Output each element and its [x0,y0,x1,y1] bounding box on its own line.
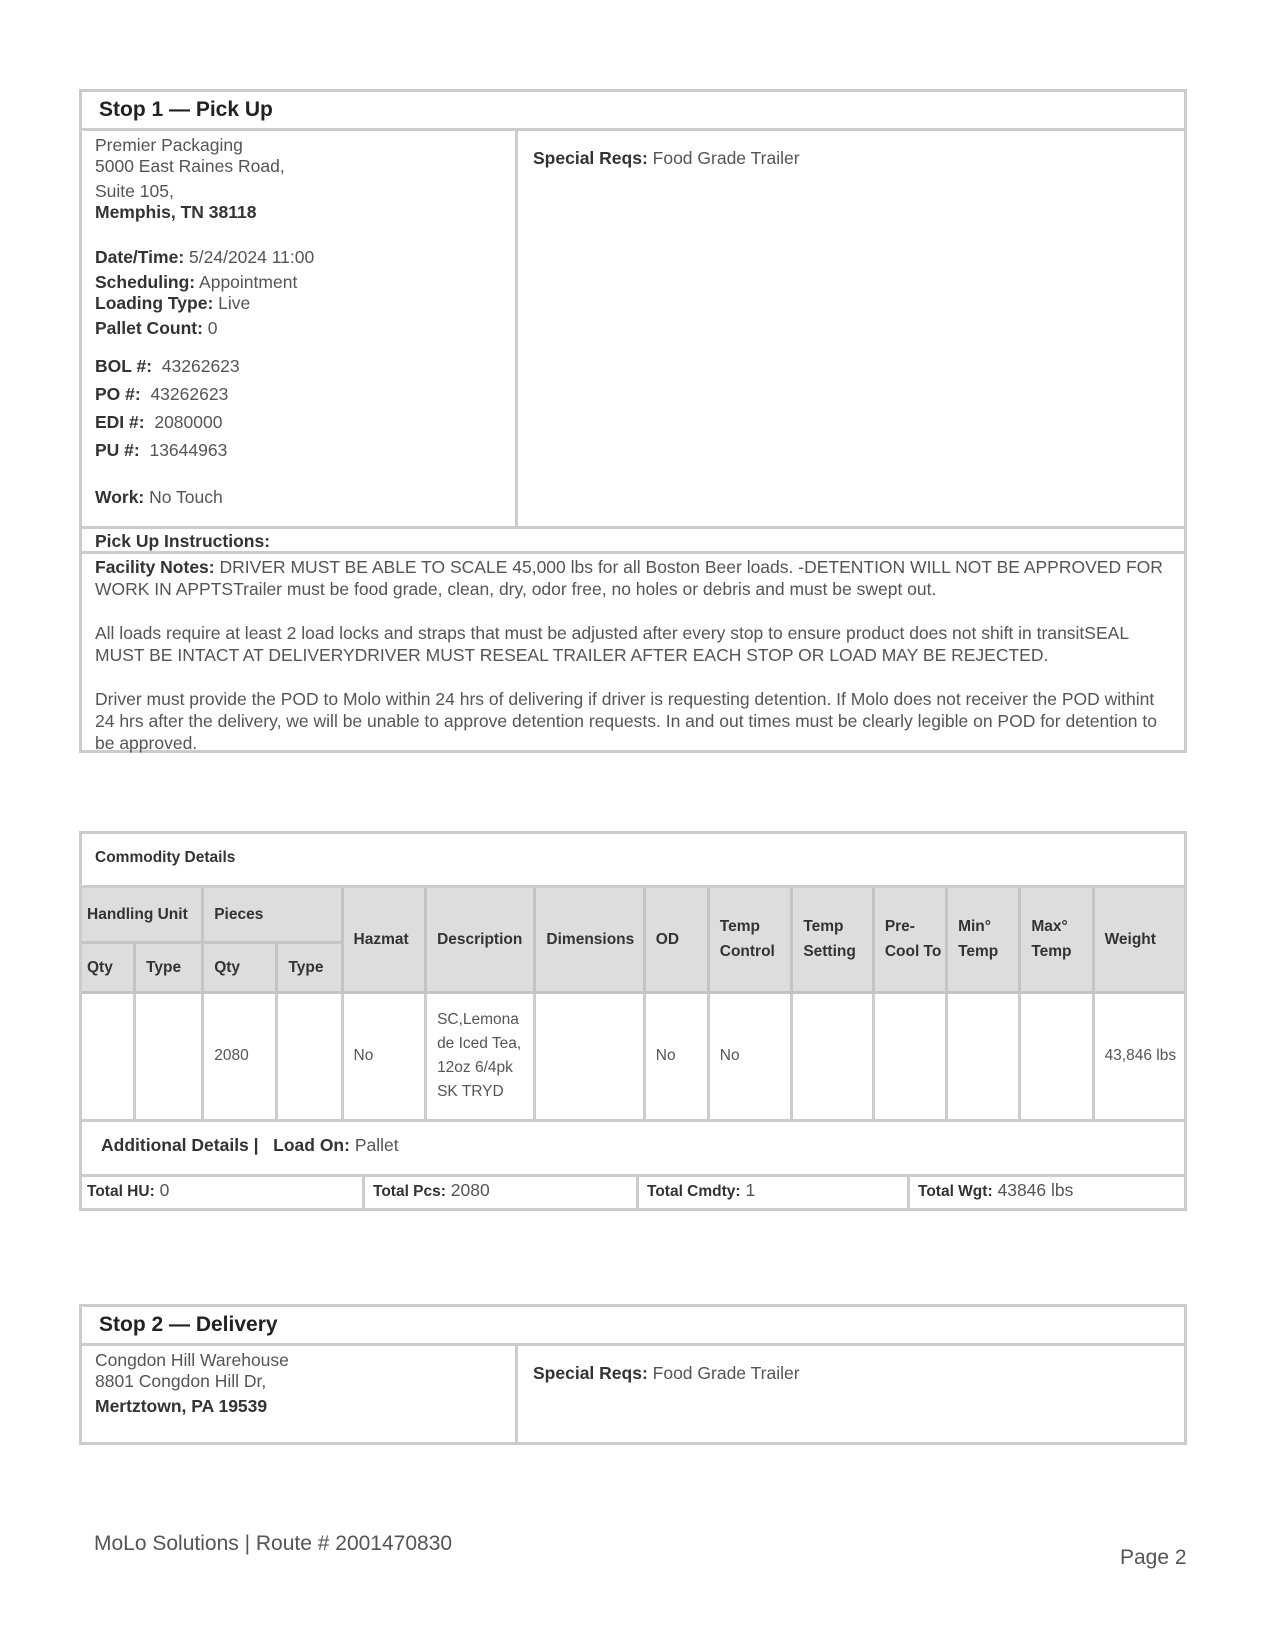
stop-1-city: Memphis, TN 38118 [95,202,257,222]
stop-1-edi: EDI #: 2080000 [95,412,223,432]
cell-hazmat: No [342,992,426,1120]
stop-2-address-1: 8801 Congdon Hill Dr, [95,1371,267,1391]
stop-1-bol: BOL #: 43262623 [95,356,240,376]
total-hu: Total HU: 0 [87,1179,170,1200]
header-handling-unit: Handling Unit [82,888,203,942]
header-precool: Pre-Cool To [873,888,946,992]
header-temp-setting: Temp Setting [792,888,874,992]
stop-2-details [82,1346,1184,1445]
commodity-totals [82,1177,1184,1209]
footer-page-number: Page 2 [1120,1546,1187,1569]
cell-hu-qty [82,992,135,1120]
stop-1-company: Premier Packaging [95,135,243,155]
header-hazmat: Hazmat [342,888,426,992]
commodity-details-title: Commodity Details [82,834,1184,888]
total-wgt: Total Wgt: 43846 lbs [918,1179,1074,1200]
pickup-instructions-heading: Pick Up Instructions: [82,529,1184,554]
cell-temp-setting [792,992,874,1120]
stop-1-pallet-count: Pallet Count: 0 [95,318,218,338]
stop-2-city: Mertztown, PA 19539 [95,1396,268,1416]
commodity-details-section [79,831,1187,1211]
stop-1-scheduling: Scheduling: Appointment [95,272,298,292]
stop-1-title: Stop 1 — Pick Up [82,92,1184,131]
cell-hu-type [135,992,203,1120]
header-weight: Weight [1093,888,1184,992]
cell-max-temp [1020,992,1093,1120]
header-dimensions: Dimensions [535,888,644,992]
header-pieces-type: Type [277,942,342,992]
stop-1-po: PO #: 43262623 [95,384,229,404]
facility-notes [82,554,1184,754]
header-description: Description [426,888,535,992]
stop-1-address-2: Suite 105, [95,181,174,201]
stop-1-left-column [82,131,518,526]
cell-dimensions [535,992,644,1120]
header-pieces: Pieces [203,888,342,942]
totals-divider [907,1177,910,1209]
cell-pieces-qty: 2080 [203,992,277,1120]
totals-divider [636,1177,639,1209]
stop-1-pu: PU #: 13644963 [95,440,228,460]
stop-2-company: Congdon Hill Warehouse [95,1350,289,1370]
facility-note-1: Facility Notes: DRIVER MUST BE ABLE TO SCALE 45,000 lbs for all Boston Beer loads. -DETENTION WILL NOT BE APPROVED FOR WORK IN APPTSTrailer must be food grade, clean, dry, odor free, no holes or debris and must be swept out. [95,557,1163,599]
header-min-temp: Min° Temp [947,888,1020,992]
stop-2-left-column [82,1346,518,1445]
cell-description: SC,Lemonade Iced Tea,12oz 6/4pk SK TRYD [426,992,535,1120]
cell-weight: 43,846 lbs [1093,992,1184,1120]
stop-1-loading-type: Loading Type: Live [95,293,251,313]
stop-2-section [79,1304,1187,1445]
header-temp-control: Temp Control [708,888,792,992]
facility-note-3: Driver must provide the POD to Molo within 24 hrs of delivering if driver is requesting detention. If Molo does not receiver the POD withint 24 hrs after the delivery, we will be unable to approve detention requests. In and out times must be clearly legible on POD for detention to be approved. [95,689,1157,753]
header-max-temp: Max° Temp [1020,888,1093,992]
cell-min-temp [947,992,1020,1120]
stop-1-work: Work: No Touch [95,487,223,507]
footer-route: MoLo Solutions | Route # 2001470830 [94,1532,453,1555]
facility-note-2: All loads require at least 2 load locks and straps that must be adjusted after every stop to ensure product does not shift in transitSEAL MUST BE INTACT AT DELIVERYDRIVER MUST RESEAL TRAILER AFTER EACH STOP OR LOAD MAY BE REJECTED. [95,623,1129,665]
cell-od: No [644,992,708,1120]
total-cmdty: Total Cmdty: 1 [647,1179,756,1200]
header-hu-qty: Qty [82,942,135,992]
stop-2-special-reqs: Special Reqs: Food Grade Trailer [533,1363,800,1383]
header-hu-type: Type [135,942,203,992]
totals-divider [362,1177,365,1209]
additional-details: Additional Details | Load On: Pallet [82,1122,1184,1177]
total-pcs: Total Pcs: 2080 [373,1179,490,1200]
header-pieces-qty: Qty [203,942,277,992]
table-row [82,992,1184,1120]
stop-1-section [79,89,1187,753]
commodity-table [82,888,1184,1122]
stop-1-details [82,131,1184,529]
stop-1-datetime: Date/Time: 5/24/2024 11:00 [95,247,315,267]
header-od: OD [644,888,708,992]
stop-1-address-1: 5000 East Raines Road, [95,156,285,176]
stop-2-title: Stop 2 — Delivery [82,1307,1184,1346]
cell-precool [873,992,946,1120]
cell-temp-control: No [708,992,792,1120]
stop-1-special-reqs: Special Reqs: Food Grade Trailer [533,148,800,168]
cell-pieces-type [277,992,342,1120]
